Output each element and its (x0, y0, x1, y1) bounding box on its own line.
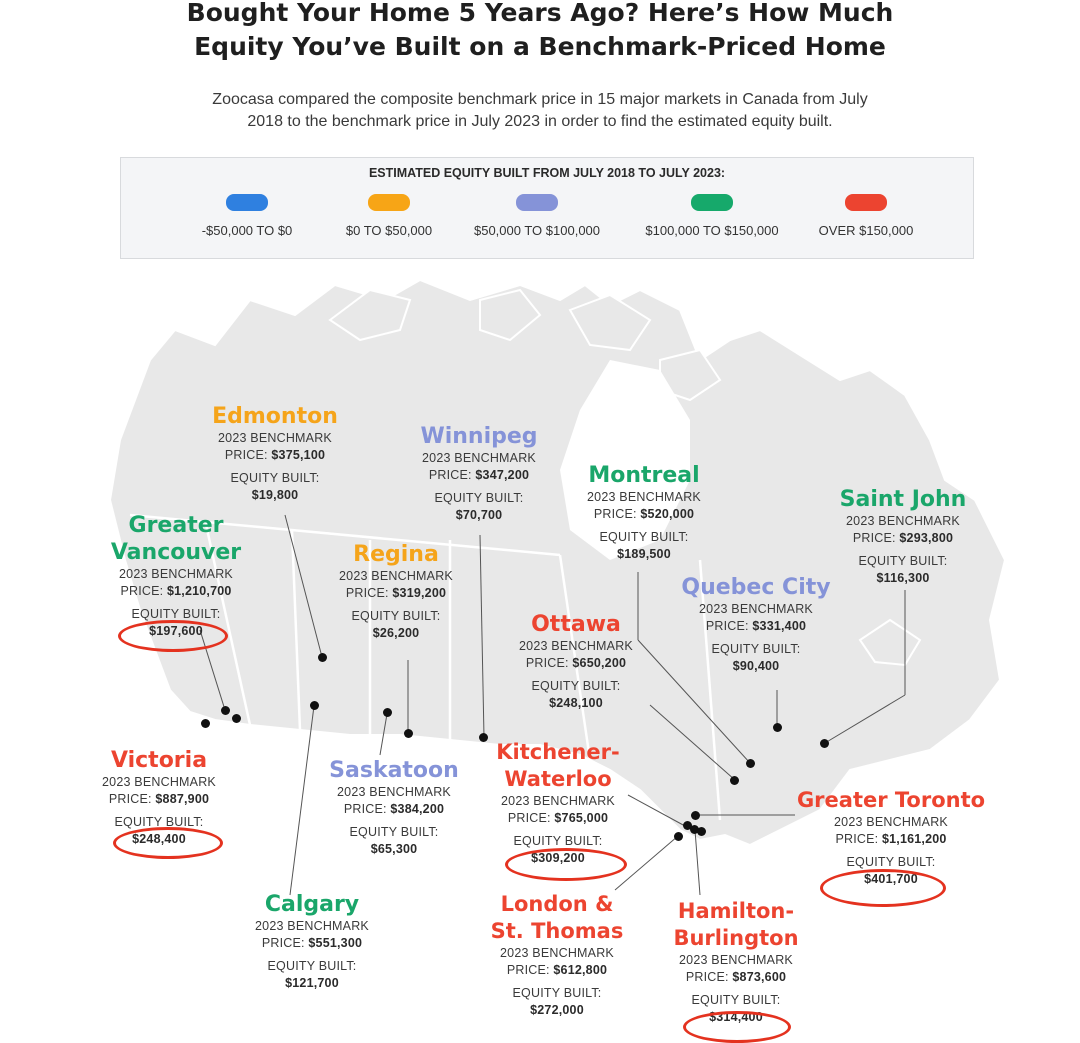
equity-label: EQUITY BUILT: (351, 609, 441, 623)
equity-label: EQUITY BUILT: (599, 530, 689, 544)
title-line-2: Equity You’ve Built on a Benchmark-Priced Home (194, 32, 886, 61)
price-line: PRICE: $887,900 (108, 792, 210, 806)
equity-label: EQUITY BUILT: (131, 607, 221, 621)
price-line: PRICE: $873,600 (685, 970, 787, 984)
price-line: PRICE: $612,800 (506, 963, 608, 977)
price-line: PRICE: $347,200 (428, 468, 530, 482)
city-name-line-1: Kitchener- (496, 740, 620, 764)
price-line: PRICE: $1,161,200 (835, 832, 947, 846)
equity-value: $314,400 (709, 1010, 763, 1024)
benchmark-label: 2023 BENCHMARK (500, 946, 614, 960)
city-name-line-1: London & (500, 892, 614, 916)
equity-label: EQUITY BUILT: (114, 815, 204, 829)
equity-value: $19,800 (251, 488, 299, 502)
equity-value: $309,200 (531, 851, 585, 865)
equity-label: EQUITY BUILT: (512, 986, 602, 1000)
legend-label: -$50,000 TO $0 (201, 223, 293, 238)
equity-value: $26,200 (372, 626, 420, 640)
city-calgary (212, 891, 412, 992)
equity-label: EQUITY BUILT: (846, 855, 936, 869)
subtitle-line-1: Zoocasa compared the composite benchmark price in 15 major markets in Canada from July (212, 91, 868, 108)
benchmark-label: 2023 BENCHMARK (501, 794, 615, 808)
map-marker-dot (383, 708, 392, 717)
city-saint-john (803, 486, 1003, 587)
city-name: Regina (353, 542, 439, 567)
benchmark-label: 2023 BENCHMARK (587, 490, 701, 504)
legend-label: $0 TO $50,000 (345, 223, 433, 238)
equity-value: $121,700 (285, 976, 339, 990)
map-marker-dot (318, 653, 327, 662)
city-name-line-2: St. Thomas (490, 919, 624, 943)
equity-label: EQUITY BUILT: (691, 993, 781, 1007)
city-name: Winnipeg (420, 424, 538, 449)
benchmark-label: 2023 BENCHMARK (519, 639, 633, 653)
highlight-oval (113, 827, 223, 859)
benchmark-label: 2023 BENCHMARK (218, 431, 332, 445)
equity-label: EQUITY BUILT: (349, 825, 439, 839)
city-london-st-thomas (457, 891, 657, 1019)
legend-title: ESTIMATED EQUITY BUILT FROM JULY 2018 TO JULY 2023: (368, 166, 726, 180)
map-marker-dot (232, 714, 241, 723)
price-line: PRICE: $319,200 (345, 586, 447, 600)
price-line: PRICE: $375,100 (224, 448, 326, 462)
price-line: PRICE: $293,800 (852, 531, 954, 545)
benchmark-label: 2023 BENCHMARK (846, 514, 960, 528)
equity-label: EQUITY BUILT: (230, 471, 320, 485)
benchmark-label: 2023 BENCHMARK (102, 775, 216, 789)
map-marker-dot (691, 811, 700, 820)
benchmark-label: 2023 BENCHMARK (834, 815, 948, 829)
price-line: PRICE: $331,400 (705, 619, 807, 633)
price-line: PRICE: $1,210,700 (120, 584, 232, 598)
map-marker-dot (730, 776, 739, 785)
map-marker-dot (746, 759, 755, 768)
highlight-oval (820, 869, 946, 907)
map-marker-dot (674, 832, 683, 841)
equity-label: EQUITY BUILT: (434, 491, 524, 505)
legend-label: $50,000 TO $100,000 (473, 223, 601, 238)
city-name: Edmonton (212, 404, 338, 429)
city-name: Victoria (110, 748, 208, 773)
equity-value: $248,400 (132, 832, 186, 846)
price-line: PRICE: $765,000 (507, 811, 609, 825)
city-name-line-2: Vancouver (110, 540, 242, 565)
price-line: PRICE: $551,300 (261, 936, 363, 950)
benchmark-label: 2023 BENCHMARK (255, 919, 369, 933)
price-line: PRICE: $650,200 (525, 656, 627, 670)
map-marker-dot (773, 723, 782, 732)
map-marker-dot (310, 701, 319, 710)
title-line-1: Bought Your Home 5 Years Ago? Here’s How Much (186, 0, 894, 27)
equity-value: $90,400 (732, 659, 780, 673)
equity-value: $189,500 (617, 547, 671, 561)
subtitle-line-2: 2018 to the benchmark price in July 2023 in order to find the estimated equity built. (247, 113, 833, 130)
equity-value: $401,700 (864, 872, 918, 886)
equity-label: EQUITY BUILT: (711, 642, 801, 656)
equity-value: $65,300 (370, 842, 418, 856)
benchmark-label: 2023 BENCHMARK (699, 602, 813, 616)
city-name: Montreal (588, 463, 700, 488)
equity-label: EQUITY BUILT: (858, 554, 948, 568)
equity-value: $272,000 (530, 1003, 584, 1017)
price-line: PRICE: $520,000 (593, 507, 695, 521)
map-marker-dot (697, 827, 706, 836)
benchmark-label: 2023 BENCHMARK (339, 569, 453, 583)
city-hamilton-burlington (636, 898, 836, 1026)
equity-value: $116,300 (876, 571, 930, 585)
highlight-oval (683, 1011, 791, 1043)
city-regina (296, 541, 496, 642)
city-quebec-city (656, 574, 856, 675)
city-name-line-1: Greater (128, 513, 224, 538)
city-name-line-2: Burlington (673, 926, 799, 950)
city-edmonton (175, 403, 375, 504)
highlight-oval (505, 848, 627, 881)
benchmark-label: 2023 BENCHMARK (422, 451, 536, 465)
benchmark-label: 2023 BENCHMARK (337, 785, 451, 799)
map-marker-dot (820, 739, 829, 748)
city-name-line-2: Waterloo (504, 767, 612, 791)
legend-label: $100,000 TO $150,000 (645, 223, 779, 238)
benchmark-label: 2023 BENCHMARK (119, 567, 233, 581)
legend-label: OVER $150,000 (818, 223, 914, 238)
equity-value: $248,100 (549, 696, 603, 710)
equity-label: EQUITY BUILT: (513, 834, 603, 848)
city-montreal (544, 462, 744, 563)
price-line: PRICE: $384,200 (343, 802, 445, 816)
city-name: Saint John (839, 487, 967, 512)
equity-value: $197,600 (149, 624, 203, 638)
map-marker-dot (404, 729, 413, 738)
equity-label: EQUITY BUILT: (531, 679, 621, 693)
city-name: Calgary (264, 892, 360, 917)
equity-value: $70,700 (455, 508, 503, 522)
city-name-line-1: Hamilton- (677, 899, 795, 923)
equity-label: EQUITY BUILT: (267, 959, 357, 973)
city-name: Ottawa (531, 612, 621, 637)
city-name: Saskatoon (329, 758, 459, 783)
highlight-oval (118, 620, 228, 652)
benchmark-label: 2023 BENCHMARK (679, 953, 793, 967)
map-marker-dot (201, 719, 210, 728)
city-name: Quebec City (681, 575, 831, 600)
city-name: Greater Toronto (796, 788, 986, 812)
city-ottawa (476, 611, 676, 712)
map-marker-dot (221, 706, 230, 715)
